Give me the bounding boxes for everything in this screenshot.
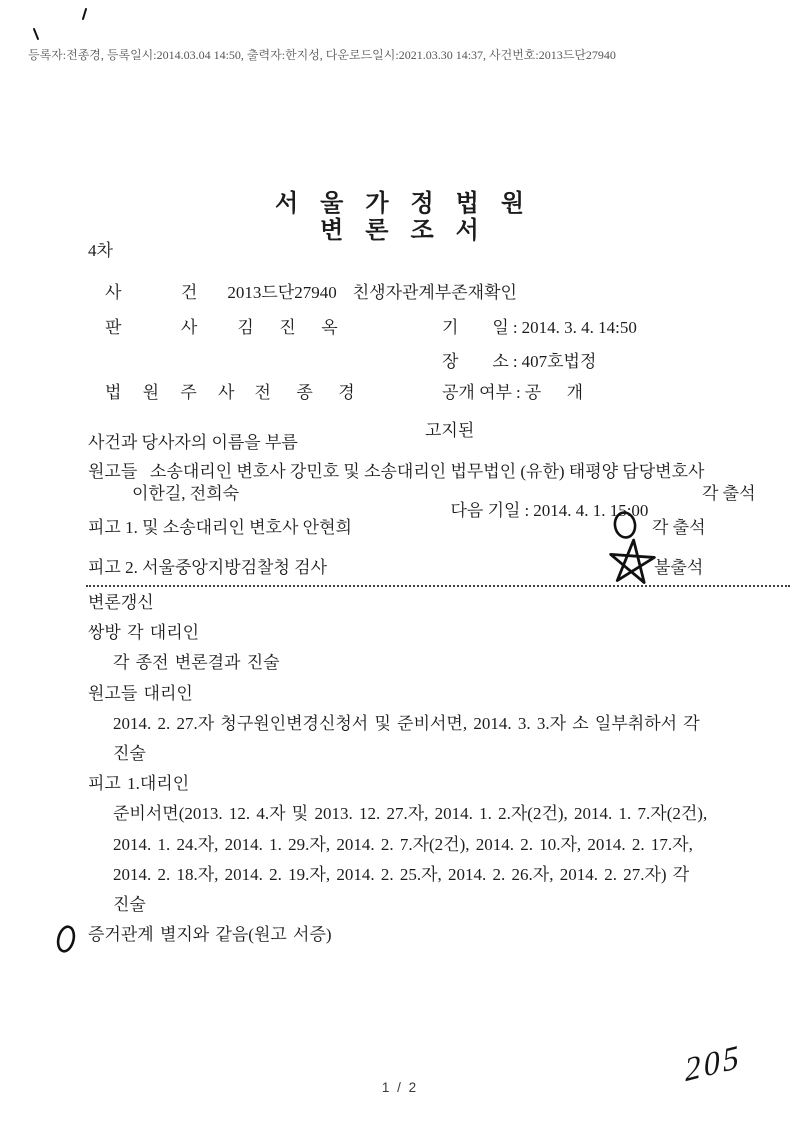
- proceedings-line: 2014. 1. 24.자, 2014. 1. 29.자, 2014. 2. 7.자(2건), 2014. 2. 10.자, 2014. 2. 17.자,: [113, 834, 693, 854]
- defendant1-attendance-line: 피고 1. 및 소송대리인 변호사 안현희: [88, 518, 352, 537]
- plaintiffs-attendance-status: 각 출석: [702, 484, 756, 503]
- plaintiffs-attendance-line1: 원고들 소송대리인 변호사 강민호 및 소송대리인 법무법인 (유한) 태평양 담당변호사: [88, 462, 705, 481]
- hearing-place-value: 407호법정: [521, 352, 597, 371]
- page-number: 1 / 2: [381, 1080, 419, 1095]
- judge-label: 판 사: [105, 318, 198, 337]
- proceedings-line: 준비서면(2013. 12. 4.자 및 2013. 12. 27.자, 2014. 1. 2.자(2건), 2014. 1. 7.자(2건),: [113, 804, 708, 824]
- next-hearing-value: 2014. 4. 1. 15:00: [533, 501, 649, 520]
- colon-separator: :: [524, 501, 530, 520]
- court-name-title: 서 울 가 정 법 원: [274, 191, 526, 217]
- handwritten-page-note: 205: [683, 1038, 743, 1090]
- colon-separator: :: [515, 383, 521, 402]
- scan-artifact-mark: [31, 26, 41, 42]
- proceedings-line: 피고 1.대리인: [88, 774, 190, 794]
- case-number: 2013드단27940: [227, 283, 337, 302]
- session-number: 4차: [88, 241, 113, 260]
- evidence-line: 증거관계 별지와 같음(원고 서증): [88, 925, 332, 945]
- record-type-title: 변 론 조 서: [320, 218, 480, 244]
- case-name: 친생자관계부존재확인: [352, 283, 517, 302]
- judge-name: 김 진 옥: [237, 318, 338, 337]
- defendant1-attendance-status: 각 출석: [652, 518, 706, 537]
- proceedings-line: 쌍방 각 대리인: [88, 623, 200, 643]
- proceedings-line: 진술: [113, 895, 146, 915]
- proceedings-line: 원고들 대리인: [88, 683, 193, 703]
- colon-separator: :: [512, 318, 518, 337]
- case-label: 사 건: [105, 283, 198, 302]
- clerk-name: 전 종 경: [254, 383, 355, 402]
- colon-separator: :: [512, 352, 518, 371]
- handwritten-star-mark: [608, 536, 660, 592]
- scan-artifact-mark: [80, 6, 90, 22]
- clerk-line: [88, 358, 355, 423]
- proceedings-line: 각 종전 변론결과 진술: [113, 653, 280, 673]
- clerk-label: 법 원 주 사: [105, 383, 235, 402]
- handwritten-margin-circle: [53, 921, 81, 959]
- proceedings-line: 변론갱신: [88, 593, 154, 612]
- hearing-date-label: 기 일: [442, 318, 509, 337]
- dotted-divider: [86, 585, 790, 587]
- proceedings-section: [88, 588, 780, 950]
- defendant2-attendance-status: 불출석: [654, 558, 704, 577]
- plaintiffs-attendance-line2: 이한길, 전희숙: [132, 484, 240, 503]
- open-to-public-label: 공개 여부: [442, 383, 512, 402]
- registration-meta-line: 등록자:전종경, 등록일시:2014.03.04 14:50, 출력자:한지성, 다운로드일시:2021.03.30 14:37, 사건번호:2013드단27940: [28, 48, 616, 62]
- hearing-place-label: 장 소: [442, 352, 509, 371]
- hearing-date-value: 2014. 3. 4. 14:50: [521, 318, 637, 337]
- case-call-line: 사건과 당사자의 이름을 부름: [88, 433, 298, 452]
- proceedings-line: 진술: [113, 744, 146, 764]
- next-hearing-label: 다음 기일: [450, 501, 521, 520]
- proceedings-line: 2014. 2. 18.자, 2014. 2. 19.자, 2014. 2. 25.자, 2014. 2. 26.자, 2014. 2. 27.자) 각: [113, 864, 690, 884]
- open-to-public-value: 공 개: [524, 383, 584, 402]
- defendant2-attendance-line: 피고 2. 서울중앙지방검찰청 검사: [88, 558, 327, 577]
- proceedings-line: 2014. 2. 27.자 청구원인변경신청서 및 준비서면, 2014. 3. 3.자 소 일부취하서 각: [113, 713, 700, 733]
- judge-line: [88, 293, 338, 358]
- next-hearing-prefix: 고지된: [425, 421, 475, 440]
